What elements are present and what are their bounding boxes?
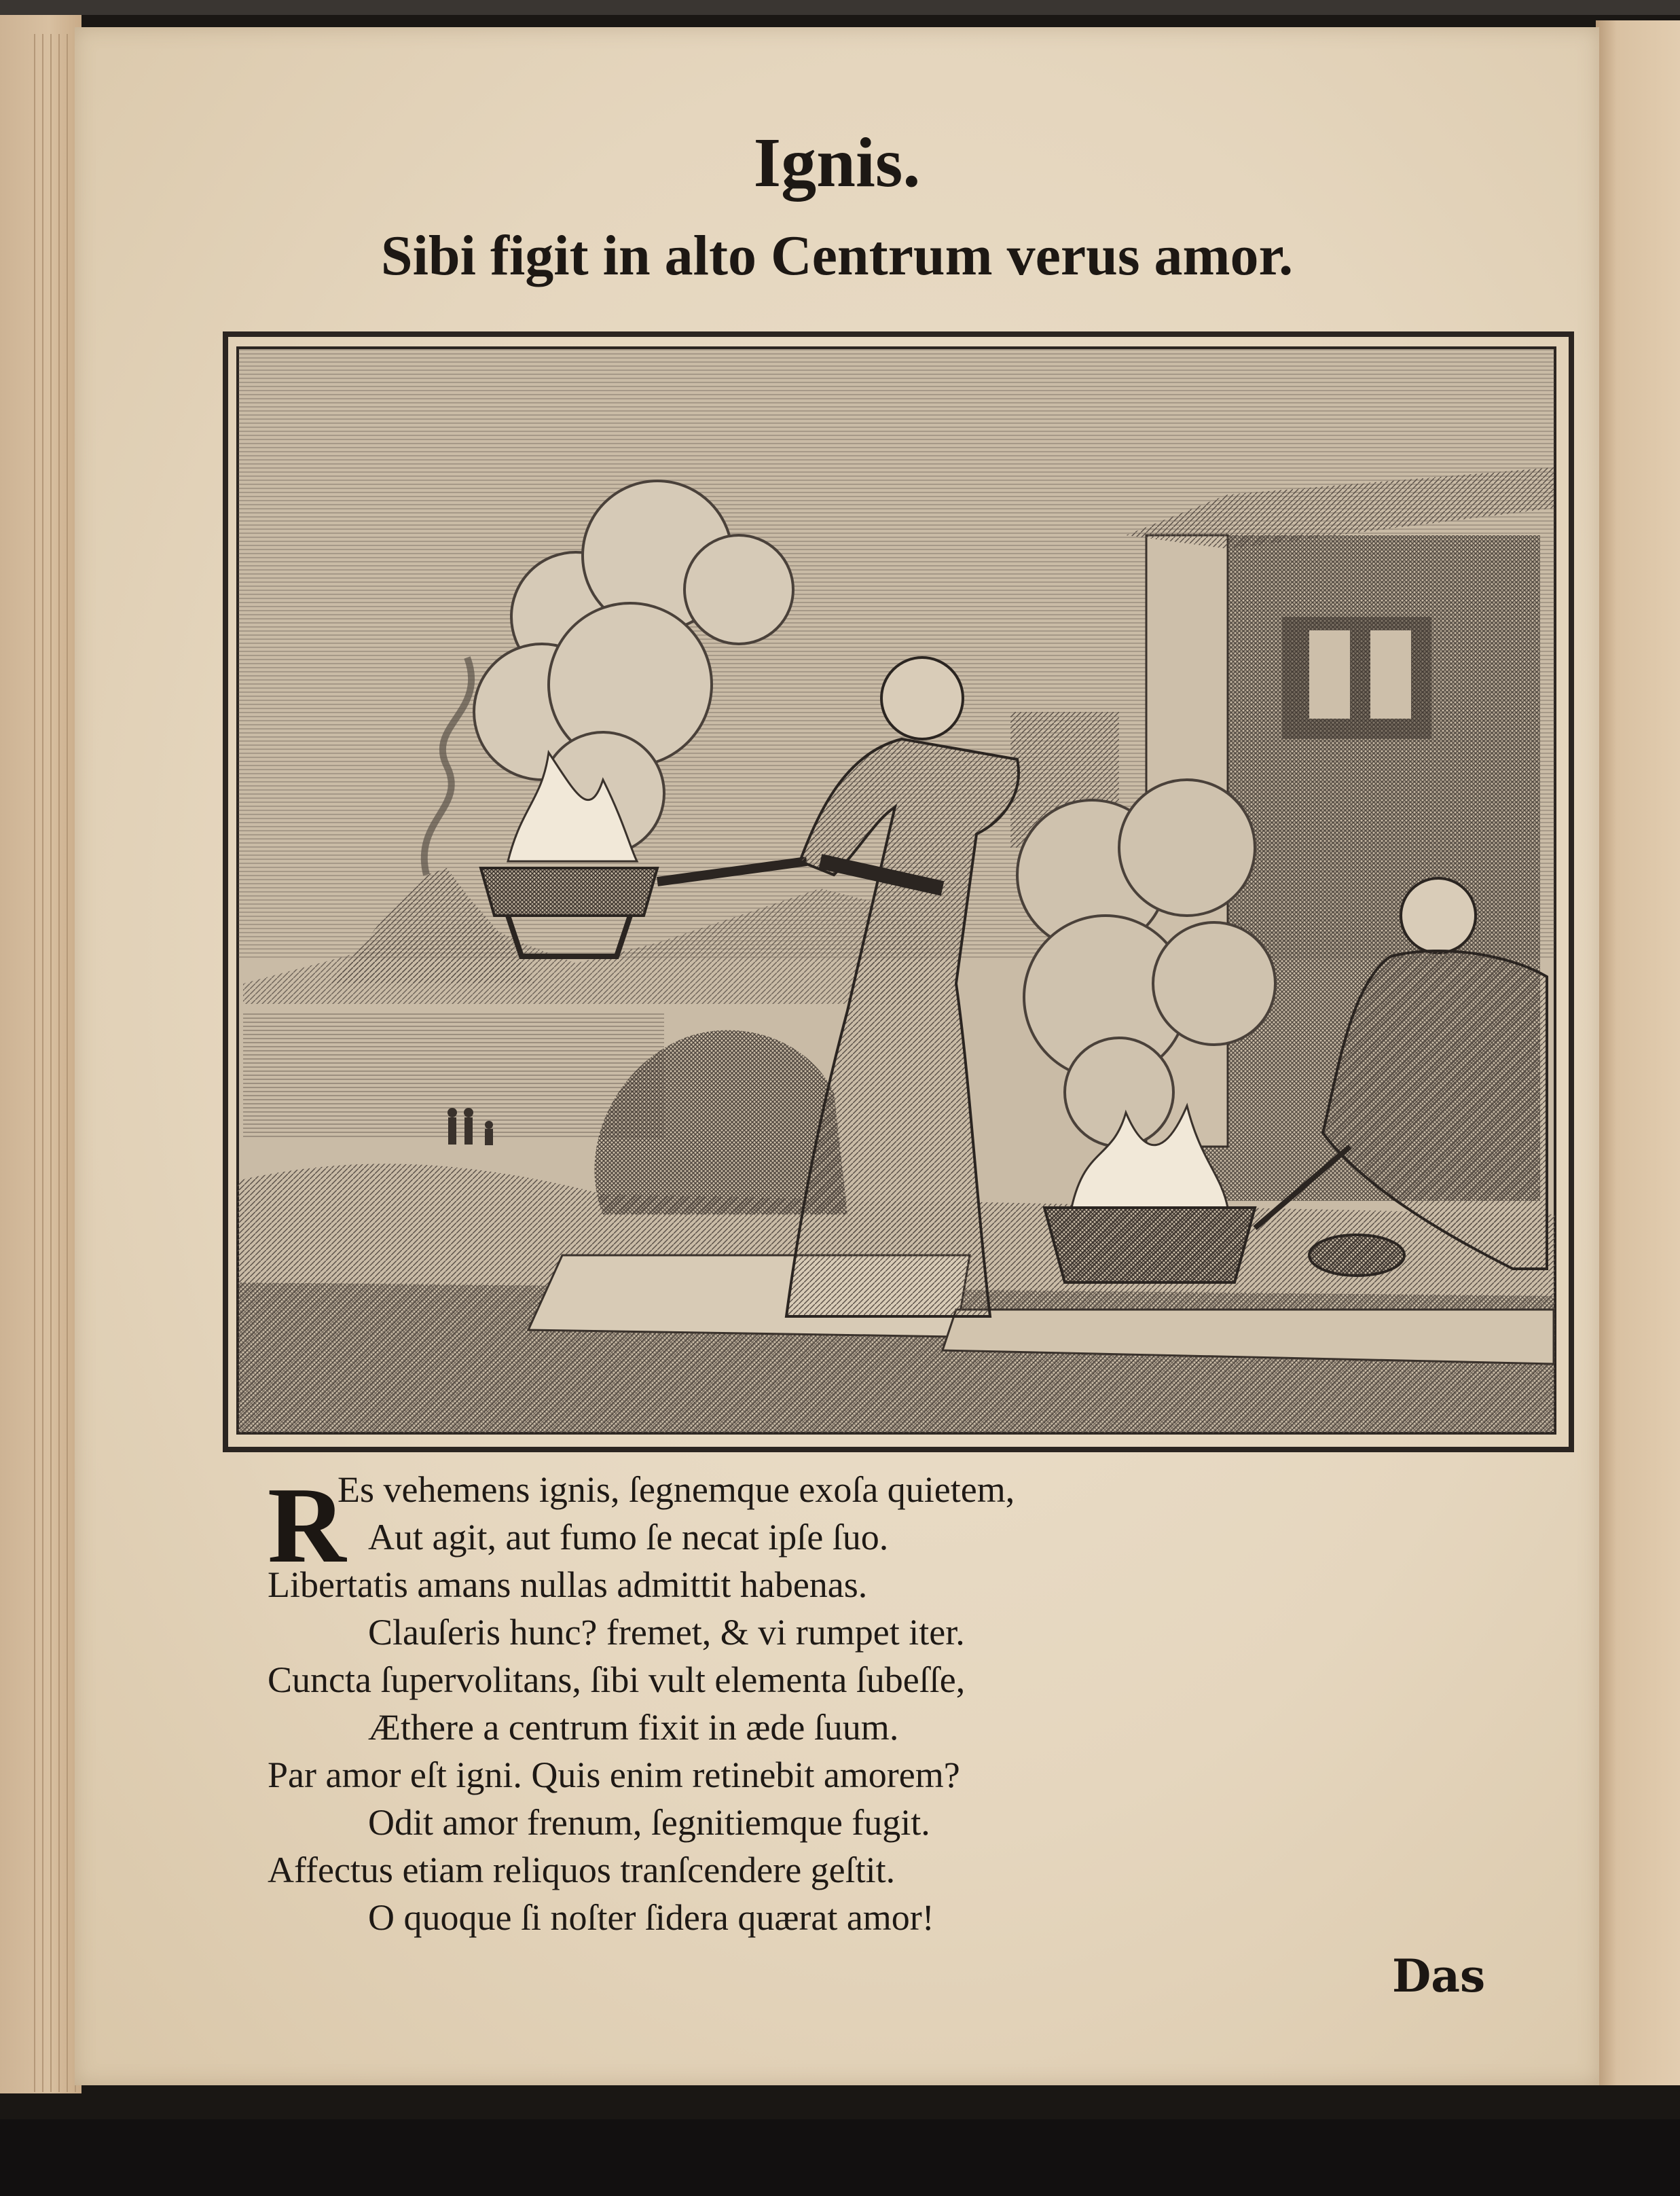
page-title: Ignis. [753,124,921,202]
catchword: Das [1392,1949,1486,2002]
page-motto: Sibi figit in alto Centrum verus amor. [380,224,1294,287]
poem-drop-cap: R [268,1464,346,1585]
poem-line-3: Libertatis amans nullas admittit habenas. [268,1564,868,1605]
engraving-plate [223,331,1574,1452]
engraving-fire-allegory-icon [223,331,1574,1452]
poem [268,1466,1422,1941]
poem-line-10: O quoque ſi noſter ſidera quærat amor! [368,1897,934,1938]
scan-bottom-edge [0,2119,1680,2196]
poem-line-5: Cuncta ſupervolitans, ſibi vult elementa ſubeſſe, [268,1659,966,1700]
poem-line-4: Clauſeris hunc? fremet, & vi rumpet iter. [368,1612,965,1653]
poem-line-7: Par amor eſt igni. Quis enim retinebit amorem? [268,1754,960,1795]
scan-top-edge [0,0,1680,15]
poem-line-8: Odit amor frenum, ſegnitiemque fugit. [368,1802,930,1843]
poem-line-9: Affectus etiam reliquos tranſcendere geſtit. [268,1850,896,1890]
book-page [75,27,1599,2085]
poem-line-2: Aut agit, aut fumo ſe necat ipſe ſuo. [368,1517,889,1558]
right-page-edge [1596,20,1680,2085]
poem-line-6: Æthere a centrum fixit in æde ſuum. [368,1707,899,1748]
poem-line-1: Es vehemens ignis, ſegnemque exoſa quietem, [337,1469,1015,1510]
